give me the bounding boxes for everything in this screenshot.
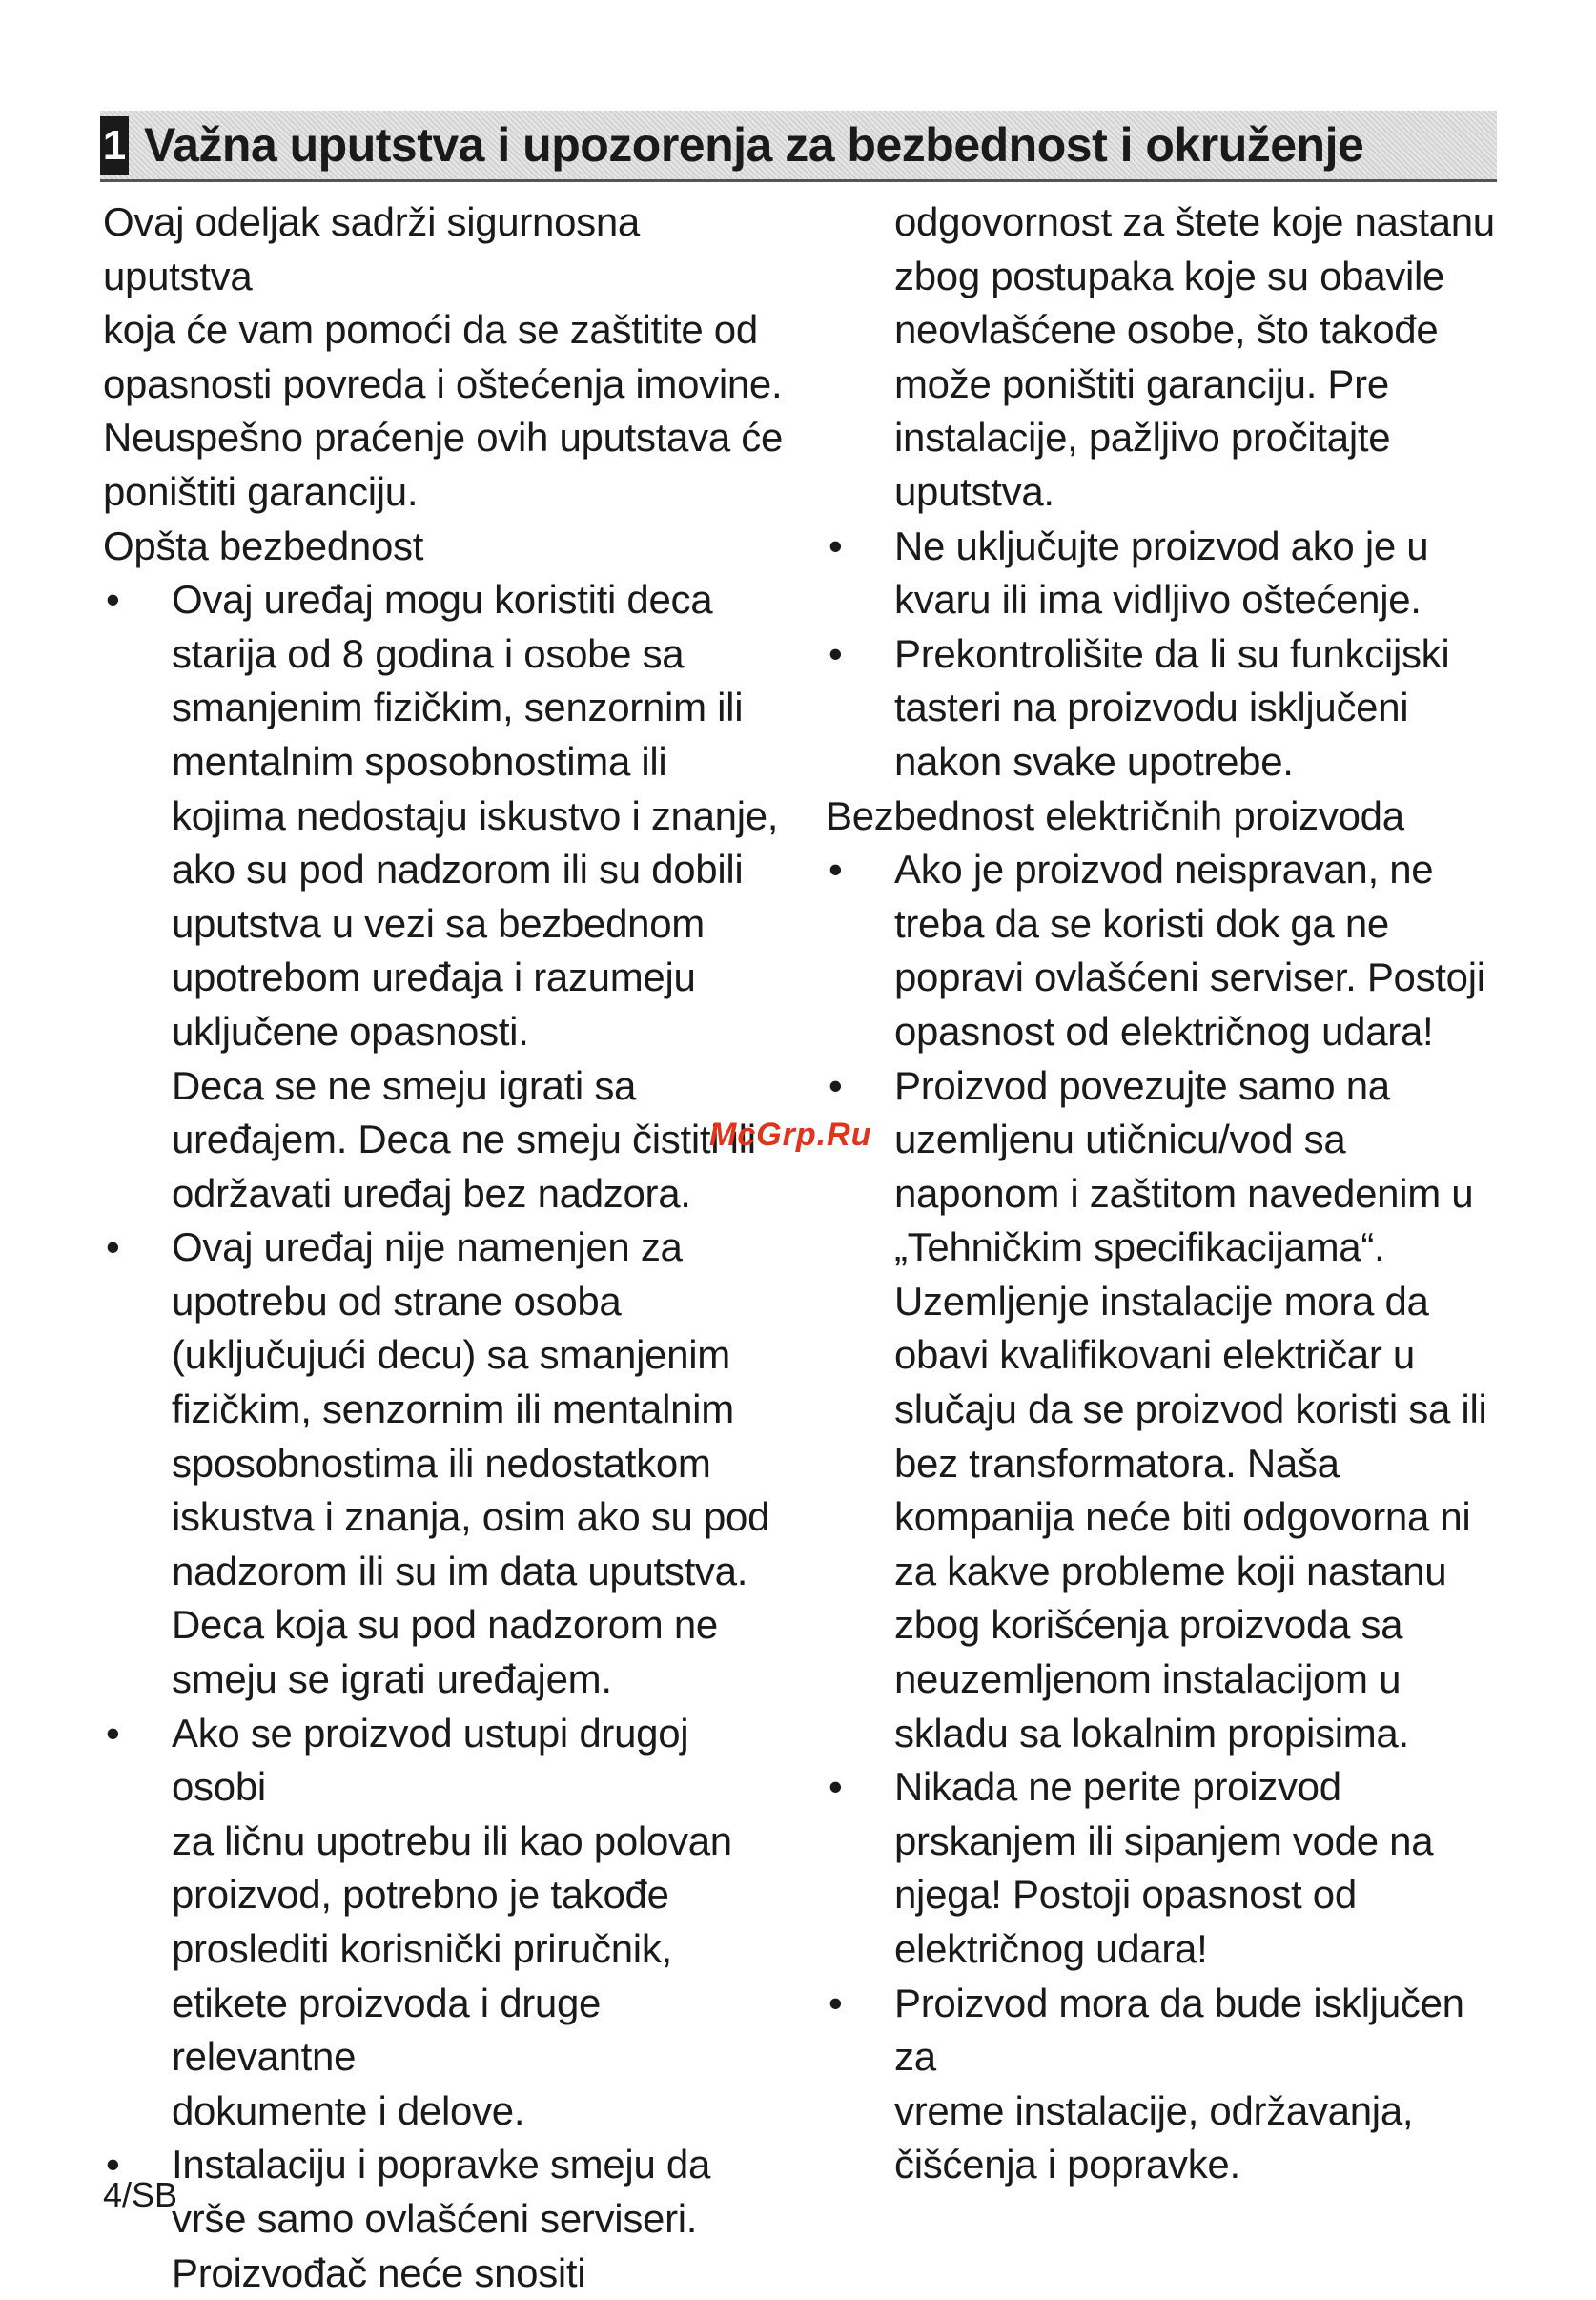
- item-line: neuzemljenom instalacijom u: [894, 1656, 1402, 1702]
- item-line: uputstva.: [894, 468, 1054, 514]
- item-line: instalacije, pažljivo pročitajte: [894, 415, 1391, 461]
- item-line: opasnost od električnog udara!: [894, 1008, 1434, 1054]
- item-line: smeju se igrati uređajem.: [172, 1656, 612, 1702]
- right-column: [826, 195, 1512, 2192]
- item-line: nadzorom ili su im data uputstva.: [172, 1548, 748, 1593]
- item-line: bez transformatora. Naša: [894, 1440, 1340, 1486]
- subheading-general-safety: Opšta bezbednost: [103, 523, 424, 568]
- list-item: [103, 2138, 789, 2300]
- item-line: tasteri na proizvodu isključeni: [894, 685, 1409, 730]
- item-line: • Ako je proizvod neispravan, ne: [894, 847, 1434, 893]
- item-line: njega! Postoji opasnost od: [894, 1872, 1357, 1918]
- item-line: upotrebu od strane osoba: [172, 1278, 622, 1324]
- page-number: 4/SB: [103, 2175, 178, 2214]
- item-line: ako su pod nadzorom ili su dobili: [172, 847, 744, 893]
- item-line: kvaru ili ima vidljivo oštećenje.: [894, 577, 1422, 623]
- item-line: • Instalaciju i popravke smeju da: [172, 2142, 711, 2187]
- item-line: za ličnu upotrebu ili kao polovan: [172, 1817, 732, 1863]
- item-line: „Tehničkim specifikacijama“.: [894, 1224, 1385, 1270]
- item-line: nakon svake upotrebe.: [894, 738, 1294, 784]
- item-line: obavi kvalifikovani električar u: [894, 1332, 1415, 1378]
- item-line: zbog korišćenja proizvoda sa: [894, 1602, 1403, 1648]
- item-line: mentalnim sposobnostima ili: [172, 738, 667, 784]
- item-line: • Proizvod mora da bude isključen za: [894, 1980, 1464, 2080]
- item-line: starija od 8 godina i osobe sa: [172, 630, 685, 676]
- item-line: uzemljenu utičnicu/vod sa: [894, 1117, 1346, 1162]
- item-line: uređajem. Deca ne smeju čistiti ili: [172, 1117, 756, 1162]
- section-number-badge: 1: [100, 116, 129, 175]
- intro-line: poništiti garanciju.: [103, 468, 419, 514]
- item-line: etikete proizvoda i druge relevantne: [172, 1980, 602, 2080]
- item-line: može poništiti garanciju. Pre: [894, 360, 1389, 406]
- list-item: [826, 1059, 1512, 1761]
- intro-line: Ovaj odeljak sadrži sigurnosna uputstva: [103, 199, 640, 298]
- item-line: Deca se ne smeju igrati sa: [172, 1062, 637, 1108]
- item-line: zbog postupaka koje su obavile: [894, 253, 1445, 298]
- item-line: (uključujući decu) sa smanjenim: [172, 1332, 730, 1378]
- item-line: kompanija neće biti odgovorna ni: [894, 1494, 1471, 1540]
- item-line: sposobnostima ili nedostatkom: [172, 1440, 711, 1486]
- item-line: treba da se koristi dok ga ne: [894, 900, 1389, 946]
- list-item: [103, 1707, 789, 2139]
- general-safety-list-continued: [826, 520, 1512, 790]
- electrical-safety-list: [826, 843, 1512, 2192]
- intro-paragraph: [103, 195, 789, 520]
- item-line: čišćenja i popravke.: [894, 2142, 1240, 2187]
- section-title: Važna uputstva i upozorenja za bezbednost i okruženje: [144, 118, 1364, 172]
- item-line: Proizvođač neće snositi: [172, 2249, 586, 2295]
- item-line: za kakve probleme koji nastanu: [894, 1548, 1447, 1593]
- intro-line: opasnosti povreda i oštećenja imovine.: [103, 360, 783, 406]
- item-line: održavati uređaj bez nadzora.: [172, 1170, 691, 1216]
- left-column: [103, 195, 789, 2300]
- list-item: [103, 573, 789, 1221]
- item-line: • Ovaj uređaj mogu koristiti deca: [172, 577, 713, 623]
- item-line: proslediti korisnički priručnik,: [172, 1926, 672, 1971]
- list-item: [826, 843, 1512, 1058]
- item-line: vreme instalacije, održavanja,: [894, 2087, 1414, 2133]
- list-item: [826, 1977, 1512, 2192]
- item-line: fizičkim, senzornim ili mentalnim: [172, 1386, 734, 1432]
- item-line: vrše samo ovlašćeni serviseri.: [172, 2195, 698, 2241]
- continued-item-text: [826, 195, 1512, 520]
- item-line: naponom i zaštitom navedenim u: [894, 1170, 1474, 1216]
- item-line: skladu sa lokalnim propisima.: [894, 1710, 1409, 1756]
- item-line: uključene opasnosti.: [172, 1008, 529, 1054]
- item-line: • Ako se proizvod ustupi drugoj osobi: [172, 1710, 689, 1810]
- item-line: neovlašćene osobe, što takođe: [894, 307, 1439, 353]
- item-line: Deca koja su pod nadzorom ne: [172, 1602, 718, 1648]
- item-line: električnog udara!: [894, 1926, 1208, 1971]
- general-safety-list: [103, 573, 789, 2300]
- list-item: [826, 520, 1512, 627]
- item-line: • Prekontrolišite da li su funkcijski: [894, 630, 1450, 676]
- item-line: slučaju da se proizvod koristi sa ili: [894, 1386, 1487, 1432]
- item-line: Uzemljenje instalacije mora da: [894, 1278, 1429, 1324]
- item-line: smanjenim fizičkim, senzornim ili: [172, 685, 744, 730]
- item-line: iskustva i znanja, osim ako su pod: [172, 1494, 770, 1540]
- intro-line: Neuspešno praćenje ovih uputstava će: [103, 415, 784, 461]
- subheading-electrical-safety: Bezbednost električnih proizvoda: [826, 792, 1404, 838]
- intro-line: koja će vam pomoći da se zaštitite od: [103, 307, 758, 353]
- section-header: [100, 111, 1497, 182]
- item-line: dokumente i delove.: [172, 2087, 525, 2133]
- list-item: [826, 627, 1512, 790]
- item-line: odgovornost za štete koje nastanu: [894, 199, 1495, 244]
- item-line: • Ne uključujte proizvod ako je u: [894, 523, 1429, 568]
- list-item: [826, 1760, 1512, 1976]
- item-line: prskanjem ili sipanjem vode na: [894, 1817, 1434, 1863]
- watermark: McGrp.Ru: [709, 1117, 872, 1153]
- item-line: popravi ovlašćeni serviser. Postoji: [894, 955, 1485, 1000]
- item-line: proizvod, potrebno je takođe: [172, 1872, 669, 1918]
- item-line: • Nikada ne perite proizvod: [894, 1764, 1341, 1810]
- item-line: • Ovaj uređaj nije namenjen za: [172, 1224, 683, 1270]
- item-line: uputstva u vezi sa bezbednom: [172, 900, 705, 946]
- item-line: upotrebom uređaja i razumeju: [172, 955, 696, 1000]
- item-line: kojima nedostaju iskustvo i znanje,: [172, 792, 779, 838]
- list-item: [103, 1221, 789, 1706]
- item-line: • Proizvod povezujte samo na: [894, 1062, 1390, 1108]
